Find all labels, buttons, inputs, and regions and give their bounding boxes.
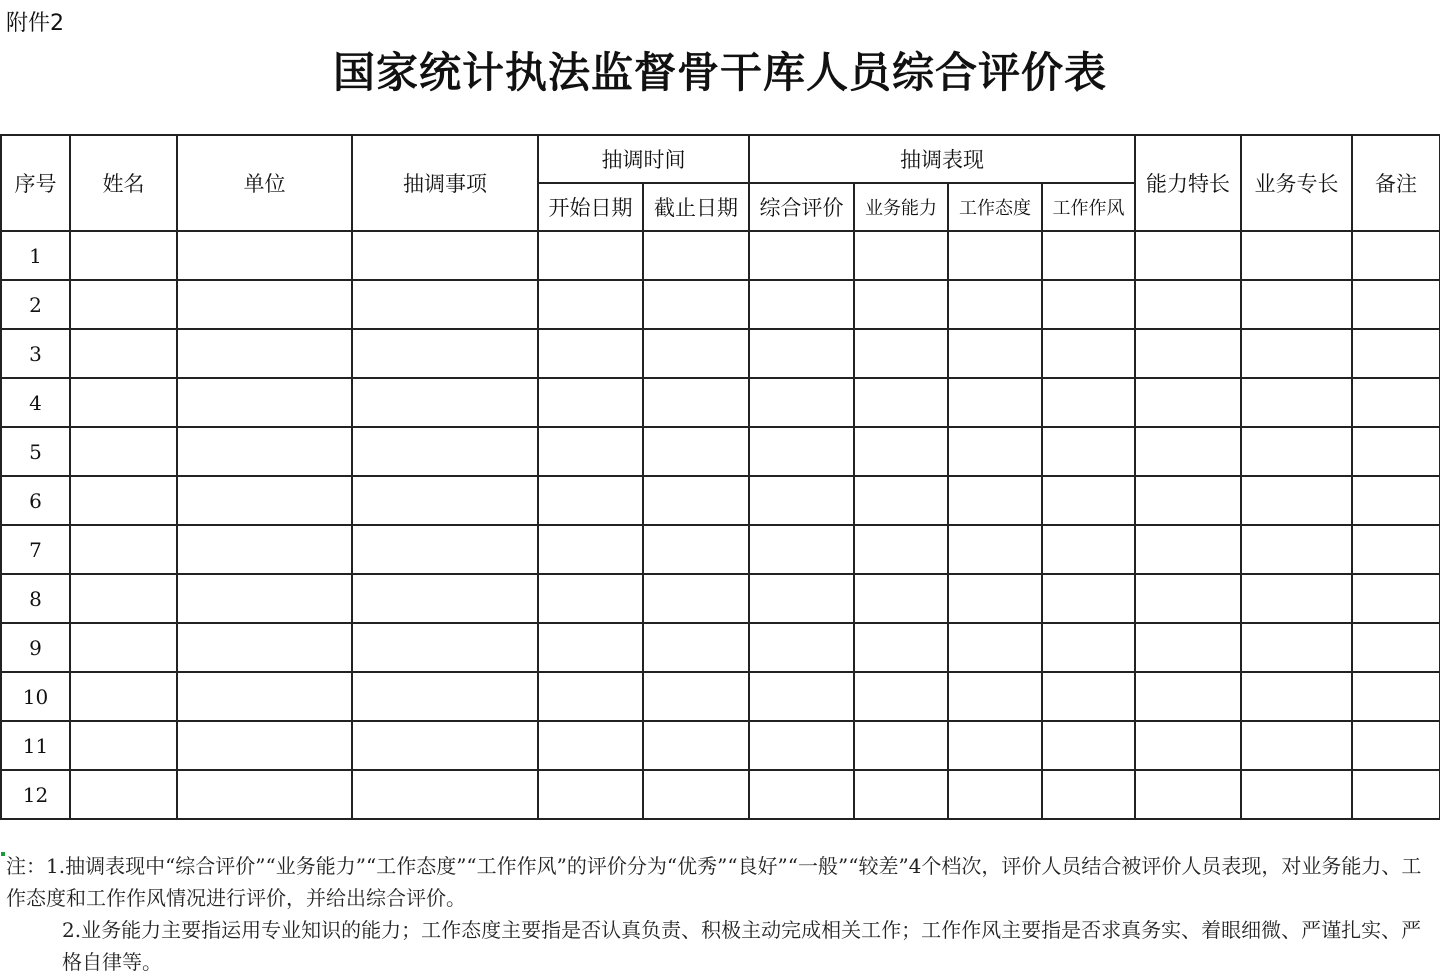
table-cell[interactable]	[1135, 574, 1241, 623]
table-cell[interactable]	[538, 280, 643, 329]
table-cell[interactable]	[948, 574, 1042, 623]
table-cell[interactable]	[643, 525, 749, 574]
table-cell[interactable]	[643, 329, 749, 378]
table-cell[interactable]	[1042, 525, 1135, 574]
table-cell[interactable]	[749, 623, 854, 672]
row-seq: 10	[1, 672, 70, 721]
table-cell[interactable]	[948, 623, 1042, 672]
table-cell[interactable]	[538, 427, 643, 476]
header-name: 姓名	[70, 135, 177, 231]
table-cell[interactable]	[70, 623, 177, 672]
header-expertise: 业务专长	[1241, 135, 1352, 231]
table-cell[interactable]	[1135, 476, 1241, 525]
table-cell[interactable]	[177, 623, 352, 672]
table-cell[interactable]	[352, 427, 538, 476]
table-cell[interactable]	[854, 721, 948, 770]
header-remarks: 备注	[1352, 135, 1440, 231]
table-row	[1, 770, 1440, 819]
table-cell[interactable]	[1241, 427, 1352, 476]
table-cell[interactable]	[70, 427, 177, 476]
header-end-date: 截止日期	[643, 183, 749, 231]
table-cell[interactable]	[70, 672, 177, 721]
table-cell[interactable]	[538, 378, 643, 427]
table-cell[interactable]	[1241, 525, 1352, 574]
row-seq: 2	[1, 280, 70, 329]
table-cell[interactable]	[1352, 525, 1440, 574]
table-cell[interactable]	[352, 231, 538, 280]
attachment-label: 附件2	[6, 11, 64, 36]
table-cell[interactable]	[948, 280, 1042, 329]
table-cell[interactable]	[1352, 672, 1440, 721]
table-row	[1, 476, 1440, 525]
table-cell[interactable]	[352, 623, 538, 672]
table-cell[interactable]	[177, 329, 352, 378]
table-cell[interactable]	[948, 231, 1042, 280]
table-cell[interactable]	[854, 525, 948, 574]
table-cell[interactable]	[1352, 721, 1440, 770]
table-cell[interactable]	[352, 378, 538, 427]
table-row	[1, 231, 1440, 280]
table-cell[interactable]	[538, 476, 643, 525]
table-cell[interactable]	[1135, 721, 1241, 770]
row-seq: 5	[1, 427, 70, 476]
table-cell[interactable]	[1042, 231, 1135, 280]
table-cell[interactable]	[854, 427, 948, 476]
header-start-date: 开始日期	[538, 183, 643, 231]
table-cell[interactable]	[1352, 623, 1440, 672]
table-row	[1, 574, 1440, 623]
table-cell[interactable]	[643, 770, 749, 819]
table-cell[interactable]	[1352, 476, 1440, 525]
table-cell[interactable]	[70, 770, 177, 819]
table-cell[interactable]	[643, 231, 749, 280]
header-overall: 综合评价	[749, 183, 854, 231]
table-cell[interactable]	[70, 378, 177, 427]
table-cell[interactable]	[643, 476, 749, 525]
table-cell[interactable]	[749, 427, 854, 476]
table-cell[interactable]	[1241, 574, 1352, 623]
table-row	[1, 623, 1440, 672]
table-cell[interactable]	[643, 721, 749, 770]
table-cell[interactable]	[70, 476, 177, 525]
table-cell[interactable]	[1135, 280, 1241, 329]
table-cell[interactable]	[1042, 623, 1135, 672]
table-cell[interactable]	[352, 770, 538, 819]
table-cell[interactable]	[177, 672, 352, 721]
table-row	[1, 672, 1440, 721]
table-cell[interactable]	[643, 672, 749, 721]
header-unit: 单位	[177, 135, 352, 231]
table-cell[interactable]	[1135, 672, 1241, 721]
table-cell[interactable]	[177, 378, 352, 427]
table-cell[interactable]	[1352, 280, 1440, 329]
table-cell[interactable]	[749, 525, 854, 574]
table-cell[interactable]	[177, 427, 352, 476]
table-cell[interactable]	[1042, 770, 1135, 819]
evaluation-table	[0, 134, 1440, 820]
row-seq: 7	[1, 525, 70, 574]
table-cell[interactable]	[854, 672, 948, 721]
header-performance-group: 抽调表现	[749, 135, 1135, 183]
table-cell[interactable]	[70, 525, 177, 574]
table-cell[interactable]	[854, 280, 948, 329]
table-cell[interactable]	[749, 231, 854, 280]
table-cell[interactable]	[948, 672, 1042, 721]
table-row	[1, 427, 1440, 476]
table-cell[interactable]	[1135, 525, 1241, 574]
table-cell[interactable]	[352, 329, 538, 378]
row-seq: 3	[1, 329, 70, 378]
table-cell[interactable]	[854, 574, 948, 623]
table-cell[interactable]	[643, 378, 749, 427]
table-cell[interactable]	[1241, 672, 1352, 721]
table-cell[interactable]	[1135, 231, 1241, 280]
table-cell[interactable]	[854, 231, 948, 280]
table-cell[interactable]	[1241, 280, 1352, 329]
table-cell[interactable]	[177, 525, 352, 574]
table-cell[interactable]	[352, 672, 538, 721]
note-line-2: 2.业务能力主要指运用专业知识的能力；工作态度主要指是否认真负责、积极主动完成相关工作；工作作风主要指是否求真务实、着眼细微、严谨扎实、严格自律等。	[62, 918, 1422, 974]
table-cell[interactable]	[538, 623, 643, 672]
table-cell[interactable]	[854, 476, 948, 525]
table-cell[interactable]	[1352, 329, 1440, 378]
table-cell[interactable]	[1352, 427, 1440, 476]
table-cell[interactable]	[749, 721, 854, 770]
row-seq: 6	[1, 476, 70, 525]
table-cell[interactable]	[538, 770, 643, 819]
header-attitude: 工作态度	[948, 183, 1042, 231]
table-cell[interactable]	[538, 721, 643, 770]
table-cell[interactable]	[749, 574, 854, 623]
page-title: 国家统计执法监督骨干库人员综合评价表	[332, 48, 1107, 97]
table-cell[interactable]	[177, 476, 352, 525]
table-cell[interactable]	[177, 231, 352, 280]
table-cell[interactable]	[70, 329, 177, 378]
table-cell[interactable]	[538, 672, 643, 721]
table-cell[interactable]	[1042, 721, 1135, 770]
notes	[6, 850, 1436, 978]
table-cell[interactable]	[1241, 770, 1352, 819]
table-row	[1, 378, 1440, 427]
table-cell[interactable]	[70, 721, 177, 770]
table-cell[interactable]	[854, 329, 948, 378]
table-row	[1, 721, 1440, 770]
table-cell[interactable]	[1352, 770, 1440, 819]
corner-mark	[1, 852, 5, 856]
table-cell[interactable]	[177, 721, 352, 770]
table-row	[1, 329, 1440, 378]
table-cell[interactable]	[177, 280, 352, 329]
table-cell[interactable]	[1352, 231, 1440, 280]
header-seq: 序号	[1, 135, 70, 231]
table-cell[interactable]	[1241, 329, 1352, 378]
table-cell[interactable]	[538, 231, 643, 280]
table-cell[interactable]	[70, 280, 177, 329]
table-cell[interactable]	[1135, 427, 1241, 476]
table-cell[interactable]	[749, 770, 854, 819]
table-cell[interactable]	[749, 378, 854, 427]
note-line-1: 注：1.抽调表现中“综合评价”“业务能力”“工作态度”“工作作风”的评价分为“优秀”“良好”“一般”“较差”4个档次，评价人员结合被评价人员表现，对业务能力、工作态度和工作作风情况进行评价，并给出综合评价。	[6, 854, 1422, 910]
table-cell[interactable]	[1352, 378, 1440, 427]
row-seq: 11	[1, 721, 70, 770]
table-cell[interactable]	[70, 574, 177, 623]
table-cell[interactable]	[1241, 721, 1352, 770]
table-cell[interactable]	[854, 378, 948, 427]
table-cell[interactable]	[1352, 574, 1440, 623]
table-cell[interactable]	[854, 770, 948, 819]
table-cell[interactable]	[538, 574, 643, 623]
table-row	[1, 525, 1440, 574]
table-cell[interactable]	[948, 378, 1042, 427]
table-cell[interactable]	[538, 525, 643, 574]
table-cell[interactable]	[948, 329, 1042, 378]
table-cell[interactable]	[1135, 770, 1241, 819]
table-cell[interactable]	[1241, 476, 1352, 525]
table-cell[interactable]	[948, 476, 1042, 525]
table-cell[interactable]	[352, 280, 538, 329]
header-ability: 能力特长	[1135, 135, 1241, 231]
header-business: 业务能力	[854, 183, 948, 231]
table-cell[interactable]	[1135, 329, 1241, 378]
row-seq: 4	[1, 378, 70, 427]
table-cell[interactable]	[352, 476, 538, 525]
table-cell[interactable]	[749, 672, 854, 721]
table-cell[interactable]	[643, 427, 749, 476]
table-cell[interactable]	[1042, 378, 1135, 427]
header-time-group: 抽调时间	[538, 135, 749, 183]
table-cell[interactable]	[948, 525, 1042, 574]
table-cell[interactable]	[352, 721, 538, 770]
table-cell[interactable]	[1135, 623, 1241, 672]
row-seq: 8	[1, 574, 70, 623]
table-cell[interactable]	[643, 623, 749, 672]
row-seq: 9	[1, 623, 70, 672]
table-row	[1, 280, 1440, 329]
table-cell[interactable]	[352, 574, 538, 623]
table-cell[interactable]	[643, 574, 749, 623]
row-seq: 12	[1, 770, 70, 819]
table-cell[interactable]	[643, 280, 749, 329]
table-cell[interactable]	[177, 574, 352, 623]
table-cell[interactable]	[177, 770, 352, 819]
table-cell[interactable]	[1042, 280, 1135, 329]
table-cell[interactable]	[1042, 672, 1135, 721]
table-cell[interactable]	[948, 721, 1042, 770]
table-cell[interactable]	[854, 623, 948, 672]
table-cell[interactable]	[749, 476, 854, 525]
table-cell[interactable]	[1042, 329, 1135, 378]
row-seq: 1	[1, 231, 70, 280]
table-cell[interactable]	[538, 329, 643, 378]
table-body	[1, 231, 1440, 819]
table-cell[interactable]	[1042, 427, 1135, 476]
table-cell[interactable]	[749, 329, 854, 378]
table-cell[interactable]	[352, 525, 538, 574]
table-cell[interactable]	[1042, 476, 1135, 525]
table-cell[interactable]	[1241, 623, 1352, 672]
header-style: 工作作风	[1042, 183, 1135, 231]
table-cell[interactable]	[1042, 574, 1135, 623]
table-cell[interactable]	[1241, 378, 1352, 427]
table-cell[interactable]	[948, 427, 1042, 476]
header-matter: 抽调事项	[352, 135, 538, 231]
table-cell[interactable]	[70, 231, 177, 280]
table-cell[interactable]	[749, 280, 854, 329]
table-cell[interactable]	[1241, 231, 1352, 280]
table-cell[interactable]	[1135, 378, 1241, 427]
table-cell[interactable]	[948, 770, 1042, 819]
